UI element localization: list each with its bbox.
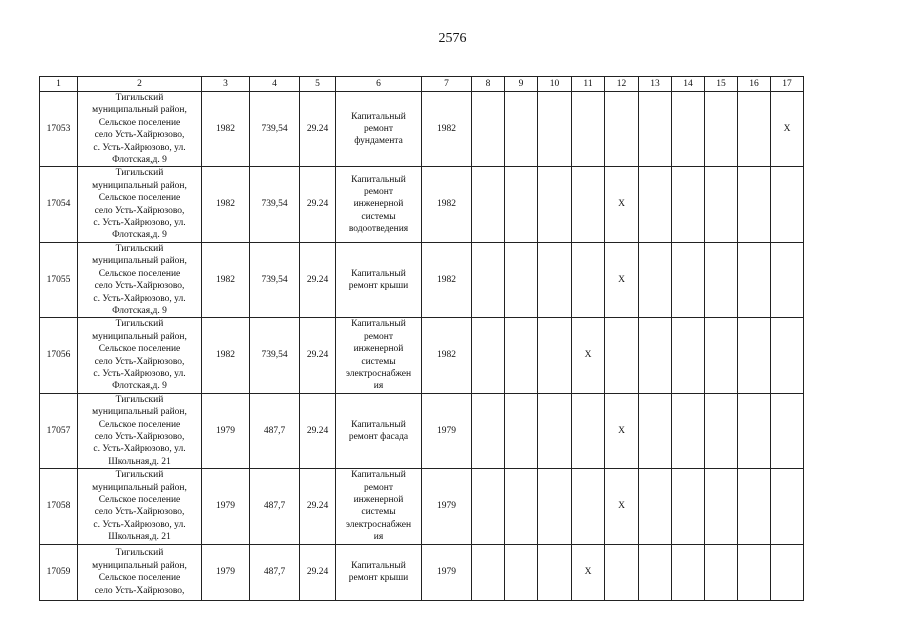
column-header: 12 [605, 77, 639, 92]
table-row [40, 393, 804, 468]
mark-cell [605, 92, 639, 167]
mark-cell: X [771, 92, 804, 167]
mark-cell [738, 544, 771, 600]
work-type-cell: Капитальный ремонт фасада [336, 393, 422, 468]
year-cell: 1979 [422, 393, 472, 468]
table-row [40, 318, 804, 393]
year-cell: 1982 [422, 318, 472, 393]
mark-cell: X [605, 242, 639, 317]
mark-cell [738, 318, 771, 393]
mark-cell [705, 393, 738, 468]
area-cell: 487,7 [250, 544, 300, 600]
rate-cell: 29.24 [300, 167, 336, 242]
mark-cell: X [605, 167, 639, 242]
mark-cell [705, 469, 738, 544]
work-type-cell: Капитальный ремонт крыши [336, 242, 422, 317]
table-row [40, 242, 804, 317]
mark-cell [771, 167, 804, 242]
rate-cell: 29.24 [300, 242, 336, 317]
table-row [40, 92, 804, 167]
rate-cell: 29.24 [300, 318, 336, 393]
year-cell: 1982 [422, 242, 472, 317]
row-id-cell: 17057 [40, 393, 78, 468]
year-built-cell: 1979 [202, 393, 250, 468]
mark-cell [505, 469, 538, 544]
mark-cell [505, 318, 538, 393]
work-type-cell: Капитальный ремонт инженерной системы водоотведения [336, 167, 422, 242]
address-cell: Тигильский муниципальный район, Сельское поселение село Усть-Хайрюзово, с. Усть-Хайрюзово, ул. Флотская,д. 9 [78, 242, 202, 317]
column-header: 4 [250, 77, 300, 92]
work-type-cell: Капитальный ремонт инженерной системы электроснабжен ия [336, 469, 422, 544]
row-id-cell: 17053 [40, 92, 78, 167]
mark-cell [538, 167, 572, 242]
mark-cell [505, 544, 538, 600]
column-header: 2 [78, 77, 202, 92]
work-type-cell: Капитальный ремонт фундамента [336, 92, 422, 167]
area-cell: 739,54 [250, 167, 300, 242]
year-built-cell: 1982 [202, 242, 250, 317]
mark-cell: X [605, 469, 639, 544]
address-cell: Тигильский муниципальный район, Сельское поселение село Усть-Хайрюзово, с. Усть-Хайрюзово, ул. Флотская,д. 9 [78, 92, 202, 167]
year-cell: 1982 [422, 92, 472, 167]
mark-cell [738, 92, 771, 167]
address-cell: Тигильский муниципальный район, Сельское поселение село Усть-Хайрюзово, с. Усть-Хайрюзово, ул. Флотская,д. 9 [78, 167, 202, 242]
mark-cell [639, 393, 672, 468]
column-header: 14 [672, 77, 705, 92]
mark-cell: X [605, 393, 639, 468]
mark-cell [672, 544, 705, 600]
column-header: 17 [771, 77, 804, 92]
mark-cell [771, 393, 804, 468]
column-header: 8 [472, 77, 505, 92]
mark-cell [538, 544, 572, 600]
header-row [40, 77, 804, 92]
mark-cell [639, 544, 672, 600]
mark-cell [572, 242, 605, 317]
address-cell: Тигильский муниципальный район, Сельское поселение село Усть-Хайрюзово, с. Усть-Хайрюзово, ул. Школьная,д. 21 [78, 469, 202, 544]
column-header: 1 [40, 77, 78, 92]
row-id-cell: 17059 [40, 544, 78, 600]
mark-cell [672, 167, 705, 242]
address-cell: Тигильский муниципальный район, Сельское поселение село Усть-Хайрюзово, [78, 544, 202, 600]
row-id-cell: 17054 [40, 167, 78, 242]
mark-cell [472, 242, 505, 317]
mark-cell [705, 92, 738, 167]
mark-cell [605, 318, 639, 393]
mark-cell [538, 469, 572, 544]
column-header: 5 [300, 77, 336, 92]
mark-cell [538, 242, 572, 317]
year-built-cell: 1982 [202, 167, 250, 242]
registry-table [39, 76, 804, 601]
mark-cell [605, 544, 639, 600]
mark-cell [672, 393, 705, 468]
mark-cell [472, 92, 505, 167]
mark-cell [705, 167, 738, 242]
mark-cell [639, 242, 672, 317]
mark-cell [738, 469, 771, 544]
mark-cell [538, 92, 572, 167]
mark-cell [572, 167, 605, 242]
mark-cell [538, 318, 572, 393]
mark-cell [538, 393, 572, 468]
mark-cell [771, 544, 804, 600]
mark-cell [505, 393, 538, 468]
mark-cell [672, 242, 705, 317]
mark-cell [505, 242, 538, 317]
mark-cell [472, 469, 505, 544]
mark-cell [639, 167, 672, 242]
year-cell: 1982 [422, 167, 472, 242]
rate-cell: 29.24 [300, 544, 336, 600]
mark-cell [472, 393, 505, 468]
column-header: 11 [572, 77, 605, 92]
mark-cell [672, 318, 705, 393]
year-built-cell: 1982 [202, 318, 250, 393]
rate-cell: 29.24 [300, 393, 336, 468]
column-header: 10 [538, 77, 572, 92]
address-cell: Тигильский муниципальный район, Сельское поселение село Усть-Хайрюзово, с. Усть-Хайрюзово, ул. Флотская,д. 9 [78, 318, 202, 393]
area-cell: 739,54 [250, 92, 300, 167]
year-cell: 1979 [422, 469, 472, 544]
mark-cell [472, 318, 505, 393]
mark-cell [505, 92, 538, 167]
mark-cell [738, 242, 771, 317]
column-header: 15 [705, 77, 738, 92]
column-header: 9 [505, 77, 538, 92]
mark-cell [572, 469, 605, 544]
area-cell: 487,7 [250, 469, 300, 544]
mark-cell [771, 318, 804, 393]
mark-cell [505, 167, 538, 242]
year-built-cell: 1982 [202, 92, 250, 167]
area-cell: 739,54 [250, 242, 300, 317]
mark-cell [705, 544, 738, 600]
column-header: 6 [336, 77, 422, 92]
work-type-cell: Капитальный ремонт крыши [336, 544, 422, 600]
mark-cell [639, 318, 672, 393]
mark-cell [705, 318, 738, 393]
column-header: 3 [202, 77, 250, 92]
mark-cell [672, 92, 705, 167]
area-cell: 487,7 [250, 393, 300, 468]
rate-cell: 29.24 [300, 469, 336, 544]
area-cell: 739,54 [250, 318, 300, 393]
mark-cell [472, 167, 505, 242]
table-row [40, 167, 804, 242]
mark-cell [639, 469, 672, 544]
year-built-cell: 1979 [202, 544, 250, 600]
mark-cell [771, 469, 804, 544]
mark-cell [705, 242, 738, 317]
row-id-cell: 17055 [40, 242, 78, 317]
page-number: 2576 [438, 31, 467, 46]
mark-cell: X [572, 318, 605, 393]
column-header: 7 [422, 77, 472, 92]
row-id-cell: 17056 [40, 318, 78, 393]
mark-cell [672, 469, 705, 544]
rate-cell: 29.24 [300, 92, 336, 167]
row-id-cell: 17058 [40, 469, 78, 544]
work-type-cell: Капитальный ремонт инженерной системы электроснабжен ия [336, 318, 422, 393]
mark-cell: X [572, 544, 605, 600]
mark-cell [472, 544, 505, 600]
table-row [40, 469, 804, 544]
address-cell: Тигильский муниципальный район, Сельское поселение село Усть-Хайрюзово, с. Усть-Хайрюзово, ул. Школьная,д. 21 [78, 393, 202, 468]
mark-cell [572, 92, 605, 167]
mark-cell [639, 92, 672, 167]
table-row [40, 544, 804, 600]
mark-cell [572, 393, 605, 468]
mark-cell [738, 393, 771, 468]
column-header: 16 [738, 77, 771, 92]
column-header: 13 [639, 77, 672, 92]
mark-cell [771, 242, 804, 317]
year-cell: 1979 [422, 544, 472, 600]
mark-cell [738, 167, 771, 242]
year-built-cell: 1979 [202, 469, 250, 544]
